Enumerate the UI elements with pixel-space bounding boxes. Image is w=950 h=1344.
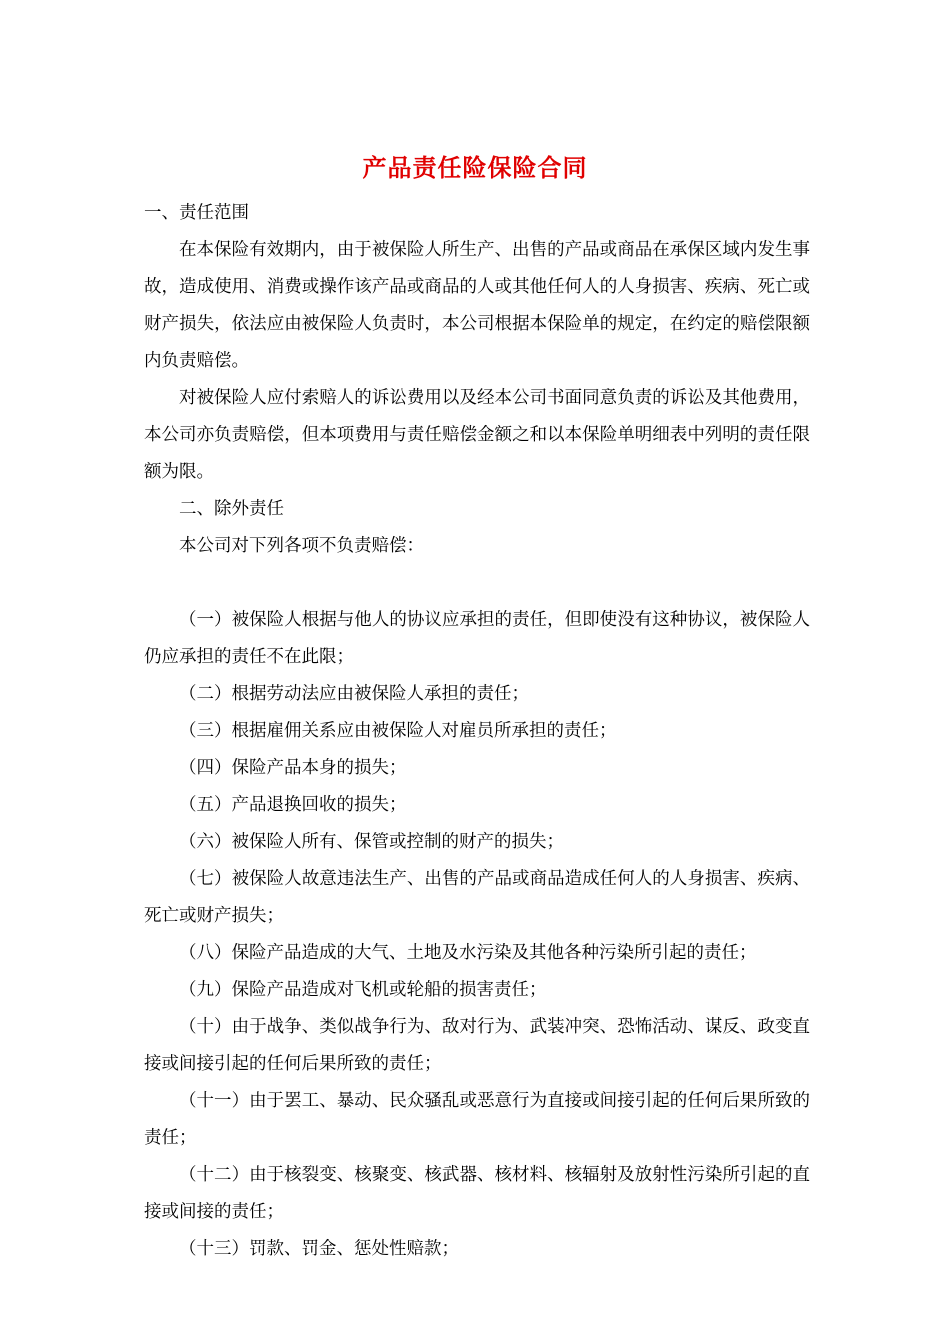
exclusion-item: （五）产品退换回收的损失；: [179, 795, 407, 815]
blank-line: [144, 565, 810, 602]
exclusion-item: （十二）由于核裂变、核聚变、核武器、核材料、核辐射及放射性污染所引起的直接或间接的责任；: [144, 1165, 810, 1222]
exclusion-item: （十一）由于罢工、暴动、民众骚乱或恶意行为直接或间接引起的任何后果所致的责任；: [144, 1091, 810, 1148]
exclusion-item: （十）由于战争、类似战争行为、敌对行为、武装冲突、恐怖活动、谋反、政变直接或间接引起的任何后果所致的责任；: [144, 1017, 810, 1074]
exclusion-item: （七）被保险人故意违法生产、出售的产品或商品造成任何人的人身损害、疾病、死亡或财产损失；: [144, 869, 810, 926]
section-heading-scope: 一、责任范围: [144, 203, 249, 223]
exclusion-item: （十三）罚款、罚金、惩处性赔款；: [179, 1239, 459, 1259]
exclusion-item: （九）保险产品造成对飞机或轮船的损害责任；: [179, 980, 547, 1000]
document-body: [144, 195, 810, 1268]
exclusion-item: （一）被保险人根据与他人的协议应承担的责任，但即使没有这种协议，被保险人仍应承担的责任不在此限；: [144, 610, 810, 667]
document-title: 产品责任险保险合同: [362, 153, 588, 182]
exclusion-item: （八）保险产品造成的大气、土地及水污染及其他各种污染所引起的责任；: [179, 943, 757, 963]
section-heading-exclusions: 二、除外责任: [179, 499, 284, 519]
paragraph-exclusions-intro: 本公司对下列各项不负责赔偿：: [179, 536, 424, 556]
exclusion-item: （二）根据劳动法应由被保险人承担的责任；: [179, 684, 529, 704]
paragraph-scope-2: 对被保险人应付索赔人的诉讼费用以及经本公司书面同意负责的诉讼及其他费用，本公司亦负责赔偿，但本项费用与责任赔偿金额之和以本保险单明细表中列明的责任限额为限。: [144, 388, 810, 482]
paragraph-scope-1: 在本保险有效期内，由于被保险人所生产、出售的产品或商品在承保区域内发生事故，造成使用、消费或操作该产品或商品的人或其他任何人的人身损害、疾病、死亡或财产损失，依法应由被保险人负责时，本公司根据本保险单的规定，在约定的赔偿限额内负责赔偿。: [144, 240, 810, 371]
exclusion-item: （四）保险产品本身的损失；: [179, 758, 407, 778]
exclusion-item: （三）根据雇佣关系应由被保险人对雇员所承担的责任；: [179, 721, 617, 741]
exclusion-item: （六）被保险人所有、保管或控制的财产的损失；: [179, 832, 564, 852]
